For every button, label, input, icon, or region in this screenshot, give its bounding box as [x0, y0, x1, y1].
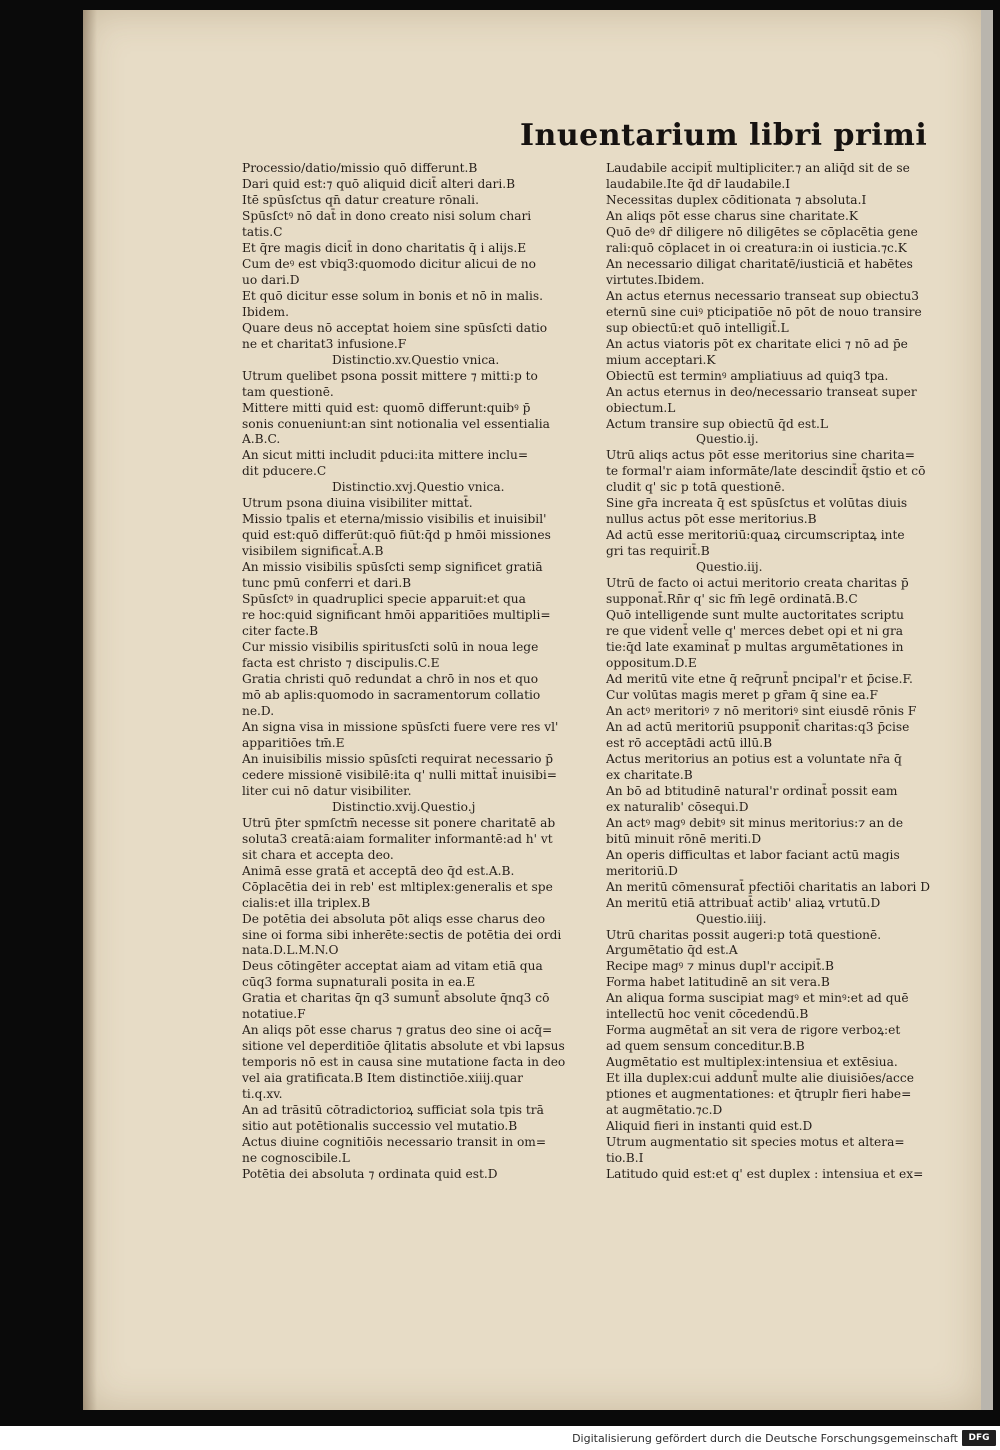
text-line: An bō ad btitudinē natural'r ordinat̄ possit eam: [606, 783, 898, 798]
text-line: Necessitas duplex cōditionata ⁊ absoluta.I: [606, 192, 867, 207]
text-line: tunc pmū conferri et dari.B: [242, 576, 412, 591]
text-line: Spūsſctꝰ in quadruplici specie apparuit:et qua: [242, 592, 526, 607]
text-line: Ad meritū vite etne q̄ req̄runt̄ pncipal'r et p̄cise.F.: [606, 672, 913, 686]
text-line: Cur missio visibilis spiritusſcti solū in noua lege: [242, 640, 539, 655]
text-line: Utrū p̄ter spmſctm̄ necesse sit ponere charitatē ab: [242, 815, 556, 830]
text-line: Distinctio.xvij.Questio.j: [332, 799, 476, 814]
footer-bar: [0, 1426, 1000, 1450]
text-line: A.B.C.: [242, 432, 281, 447]
text-line: Mittere mitti quid est: quomō differunt:quibꝰ p̄: [242, 400, 531, 415]
text-line: An aliqs pōt esse charus ⁊ gratus deo sine oi acq̄=: [242, 1023, 553, 1038]
running-head: Inuentarium libri primi: [520, 118, 928, 153]
text-line: sonis conueniunt:an sint notionalia vel essentialia: [242, 416, 550, 431]
text-line: Deus cōtingēter acceptat aiam ad vitam etiā qua: [242, 959, 543, 974]
text-line: Ibidem.: [242, 304, 289, 319]
dfg-logo: DFG: [962, 1430, 996, 1446]
text-line: citer facte.B: [242, 624, 319, 639]
text-line: Utrū charitas possit augeri:p totā questionē.: [606, 927, 882, 942]
text-line: Missio tpalis et eterna/missio visibilis et inuisibil': [242, 512, 547, 527]
text-line: An ad trāsitū cōtradictorioꝝ sufficiat sola tpis trā: [242, 1103, 544, 1118]
text-line: tatis.C: [242, 224, 283, 239]
text-line: rali:quō cōplacet in oi creatura:in oi iusticia.⁊c.K: [606, 240, 907, 255]
card-edge: [981, 10, 993, 1410]
text-line: sitione vel deperditiōe q̄litatis absolute et vbi lapsus: [242, 1039, 565, 1054]
text-line: gri tas requirit̄.B: [606, 544, 710, 559]
text-line: at augmētatio.⁊c.D: [606, 1103, 723, 1118]
text-line: quid est:quō differūt:quō fiūt:q̄d p hmōi missiones: [242, 528, 551, 543]
text-line: An actus viatoris pōt ex charitate elici ⁊ nō ad p̄e: [606, 336, 908, 351]
footer-credit: Digitalisierung gefördert durch die Deutsche Forschungsgemeinschaft: [572, 1432, 958, 1445]
text-line: Actus meritorius an potius est a voluntate nr̄a q̄: [606, 751, 902, 766]
text-line: ne cognoscibile.L: [242, 1151, 350, 1166]
text-line: An ad actū meritoriū psupponit̄ charitas:q3 p̄cise: [606, 719, 910, 734]
text-line: Spūsſctꝰ nō dat̄ in dono creato nisi solum chari: [242, 208, 532, 223]
text-line: nullus actus pōt esse meritorius.B: [606, 512, 817, 527]
text-line: laudabile.Ite q̄d dr̄ laudabile.I: [606, 176, 791, 191]
text-line: tio.B.I: [606, 1151, 644, 1166]
text-line: re que vident̄ velle q' merces debet opi et ni gra: [606, 624, 904, 639]
text-line: Questio.iiij.: [696, 911, 767, 926]
text-line: Gratia et charitas q̄n q3 sumunt̄ absolute q̄nq3 cō: [242, 991, 550, 1006]
text-line: ex naturalib' cōsequi.D: [606, 799, 749, 814]
text-line: ad quem sensum conceditur.B.B: [606, 1039, 805, 1054]
text-line: An inuisibilis missio spūsſcti requirat necessario p̄: [242, 751, 554, 766]
text-line: ti.q.xv.: [242, 1087, 283, 1102]
text-line: cūq3 forma supnaturali posita in ea.E: [242, 975, 476, 990]
text-line: Et q̄re magis dicit̄ in dono charitatis q̄ i alijs.E: [242, 240, 527, 255]
right-column: [606, 161, 964, 1183]
text-line: Forma habet latitudinē an sit vera.B: [606, 975, 830, 990]
text-line: mium acceptari.K: [606, 352, 716, 367]
text-line: nata.D.L.M.N.O: [242, 943, 339, 958]
text-line: Forma augmētat̄ an sit vera de rigore verboꝝ:et: [606, 1023, 901, 1038]
text-line: intellectū hoc venit cōcedendū.B: [606, 1007, 809, 1022]
text-line: tam questionē.: [242, 384, 334, 399]
text-line: Distinctio.xvj.Questio vnica.: [332, 480, 505, 495]
text-line: An actꝰ magꝰ debitꝰ sit minus meritorius:⁊ an de: [606, 815, 904, 830]
text-line: Laudabile accipit̄ multipliciter.⁊ an aliq̄d sit de se: [606, 161, 910, 175]
text-line: temporis nō est in causa sine mutatione facta in deo: [242, 1055, 566, 1070]
text-line: supponat̄.Rn̄r q' sic fm̄ legē ordinatā.B.C: [606, 592, 858, 607]
text-line: An actꝰ meritoriꝰ ⁊ nō meritoriꝰ sint eiusdē rōnis F: [606, 703, 917, 718]
text-line: uo dari.D: [242, 272, 300, 287]
text-line: tie:q̄d late examinat̄ p multas argumētationes in: [606, 640, 904, 655]
text-line: Cōplacētia dei in reb' est mltiplex:generalis et spe: [242, 879, 553, 894]
text-line: ne et charitat3 infusione.F: [242, 336, 407, 351]
text-line: Et illa duplex:cui addunt̄ multe alie diuisiōes/acce: [606, 1071, 914, 1086]
text-line: est rō acceptādi actū illū.B: [606, 735, 773, 750]
text-line: Questio.ij.: [696, 432, 759, 447]
text-line: mō ab aplis:quomodo in sacramentorum collatio: [242, 687, 541, 702]
text-line: cedere missionē visibilē:ita q' nulli mittat̄ inuisibi=: [242, 767, 558, 782]
text-line: An actus eternus in deo/necessario transeat super: [606, 384, 917, 399]
text-line: Utrum psona diuina visibiliter mittat̄.: [242, 496, 473, 511]
text-line: An sicut mitti includit pduci:ita mittere inclu=: [242, 448, 529, 463]
text-line: soluta3 creatā:aiam formaliter informantē:ad h' vt: [242, 831, 553, 846]
text-line: An signa visa in missione spūsſcti fuere vere res vl': [242, 719, 559, 734]
text-line: Ad actū esse meritoriū:quaꝝ circumscriptaꝝ inte: [606, 528, 905, 543]
text-line: oppositum.D.E: [606, 656, 697, 671]
text-line: Distinctio.xv.Questio vnica.: [332, 352, 500, 367]
text-line: Actum transire sup obiectū q̄d est.L: [606, 416, 828, 431]
text-line: An meritū etiā attribuat̄ actib' aliaꝝ vrtutū.D: [606, 895, 881, 910]
text-line: Questio.iij.: [696, 560, 763, 575]
text-line: An aliqs pōt esse charus sine charitate.K: [606, 208, 858, 223]
text-line: An missio visibilis spūsſcti semp significet gratiā: [242, 560, 543, 575]
text-line: liter cui nō datur visibiliter.: [242, 783, 412, 798]
text-line: Potētia dei absoluta ⁊ ordinata quid est.D: [242, 1167, 498, 1182]
text-line: te formal'r aiam informāte/late descindit̄ q̄stio et cō: [606, 464, 926, 479]
text-line: Cum deꝰ est vbiq3:quomodo dicitur alicui de no: [242, 256, 536, 271]
text-line: Utrum quelibet psona possit mittere ⁊ mitti:p to: [242, 368, 538, 383]
text-line: facta est christo ⁊ discipulis.C.E: [242, 656, 440, 671]
text-line: sine oi forma sibi inherēte:sectis de potētia dei ordi: [242, 927, 562, 942]
text-line: visibilem significat̄.A.B: [242, 544, 384, 559]
text-line: ne.D.: [242, 703, 275, 718]
text-line: eternū sine cuiꝰ pticipatiōe nō pōt de nouo transire: [606, 304, 922, 319]
text-line: virtutes.Ibidem.: [606, 272, 705, 287]
text-line: Et quō dicitur esse solum in bonis et nō in malis.: [242, 288, 544, 303]
text-line: De potētia dei absoluta pōt aliqs esse charus deo: [242, 911, 546, 926]
text-line: Augmētatio est multiplex:intensiua et extēsiua.: [606, 1055, 898, 1070]
text-line: Utrum augmentatio sit species motus et altera=: [606, 1135, 905, 1150]
text-line: notatiue.F: [242, 1007, 306, 1022]
text-line: Sine gr̄a increata q̄ est spūsſctus et volūtas diuis: [606, 496, 908, 511]
text-line: sitio aut potētionalis successio vel mutatio.B: [242, 1119, 518, 1134]
text-line: obiectum.L: [606, 400, 676, 415]
text-line: An operis difficultas et labor faciant actū magis: [606, 847, 900, 862]
text-line: Dari quid est:⁊ quō aliquid dicit̄ alteri dari.B: [242, 176, 516, 191]
text-line: Animā esse gratā et acceptā deo q̄d est.A.B.: [242, 863, 515, 878]
text-line: Cur volūtas magis meret p gr̄am q̄ sine ea.F: [606, 687, 878, 702]
text-line: cludit q' sic p totā questionē.: [606, 480, 786, 495]
text-line: An actus eternus necessario transeat sup obiectu3: [606, 288, 919, 303]
text-line: sup obiectū:et quō intelligit̄.L: [606, 320, 789, 335]
text-line: re hoc:quid significant hmōi apparitiōes multipli=: [242, 608, 551, 623]
text-line: Obiectū est terminꝰ ampliatiuus ad quiq3 tpa.: [606, 368, 889, 383]
text-line: Argumētatio q̄d est.A: [606, 943, 738, 958]
text-line: ex charitate.B: [606, 767, 693, 782]
text-line: An aliqua forma suscipiat magꝰ et minꝰ:et ad quē: [606, 991, 909, 1006]
text-line: Gratia christi quō redundat a chrō in nos et quo: [242, 672, 539, 686]
text-line: Itē spūsſctus qn̄ datur creature rōnali.: [242, 192, 479, 207]
text-line: Utrū de facto oi actui meritorio creata charitas p̄: [606, 576, 909, 591]
text-line: vel aia gratificata.B Item distinctiōe.xiiij.quar: [242, 1071, 523, 1086]
text-line: sit chara et accepta deo.: [242, 847, 394, 862]
text-line: ptiones et augmentationes: et q̄truplr fieri habe=: [606, 1087, 912, 1102]
text-line: dit pducere.C: [242, 464, 327, 479]
text-line: Processio/datio/missio quō differunt.B: [242, 161, 478, 175]
text-line: Actus diuine cognitiōis necessario transit in om=: [242, 1135, 547, 1150]
text-line: An meritū cōmensurat̄ pfectiōi charitatis an labori D: [606, 879, 931, 894]
text-line: Utrū aliqs actus pōt esse meritorius sine charita=: [606, 448, 915, 463]
gutter-shadow: [83, 10, 97, 1410]
text-line: Recipe magꝰ ⁊ minus dupl'r accipit̄.B: [606, 959, 834, 974]
text-line: cialis:et illa triplex.B: [242, 895, 371, 910]
text-line: Quare deus nō acceptat hoiem sine spūsſcti datio: [242, 320, 548, 335]
text-line: Latitudo quid est:et q' est duplex : intensiua et ex=: [606, 1167, 924, 1182]
text-line: Quō intelligende sunt multe auctoritates scriptu: [606, 608, 905, 623]
left-column: [242, 161, 594, 1183]
text-line: An necessario diligat charitatē/iusticiā et habētes: [606, 256, 913, 271]
text-line: meritoriū.D: [606, 863, 678, 878]
text-line: apparitiōes tm̄.E: [242, 735, 345, 750]
text-line: Aliquid fieri in instanti quid est.D: [606, 1119, 813, 1134]
text-line: Quō deꝰ dr̄ diligere nō diligētes se cōplacētia gene: [606, 224, 918, 239]
text-line: bitū minuit rōnē meriti.D: [606, 831, 762, 846]
